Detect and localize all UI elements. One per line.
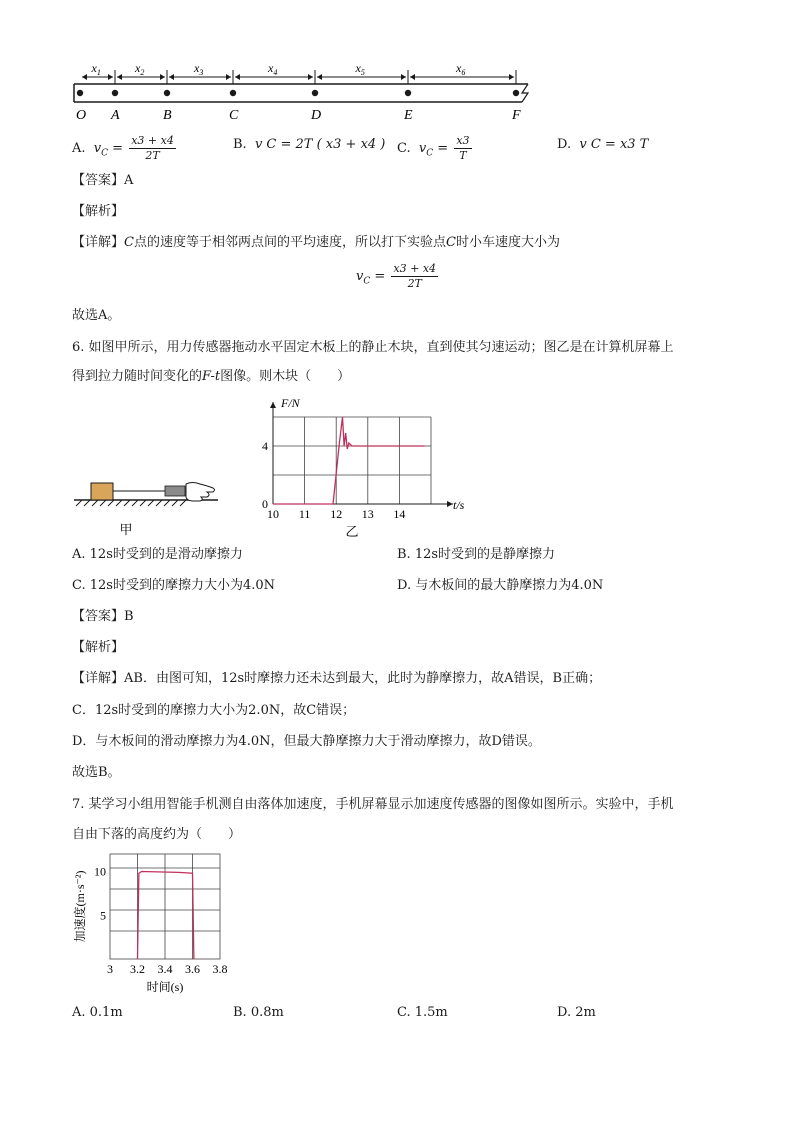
tape-arrow-left — [317, 74, 322, 80]
tape-segment-label-x3: $x_3$ — [194, 61, 204, 77]
tape-dot-D — [312, 90, 318, 96]
tape-dot-O — [77, 90, 83, 96]
tape-segment-label-x4: $x_4$ — [268, 61, 278, 77]
ft-grid — [273, 417, 431, 504]
acc-y-tick-label: 10 — [94, 864, 106, 879]
q6-stem-line-1: 6. 如图甲所示，用力传感器拖动水平固定木板上的静止木块，直到使其匀速运动；图乙是在计算机屏幕上 — [72, 340, 674, 355]
q7-option-a: A. 0.1m — [72, 1005, 123, 1020]
ft-x-tick-label: 13 — [361, 507, 374, 521]
q5-formula: $v_C$ = $\frac{x3 + x4}{2T}$ — [356, 262, 437, 290]
acc-grid — [110, 854, 220, 959]
q5-option-b-expr: v C = 2T ( x3 + x4 ) — [254, 137, 386, 152]
q5-option-c-numerator: x3 — [456, 134, 470, 147]
q6-option-a: A. 12s时受到的是滑动摩擦力 — [72, 547, 243, 562]
q6-option-b: B. 12s时受到的是静摩擦力 — [397, 547, 556, 562]
acc-x-tick-label: 3.4 — [157, 962, 173, 976]
q5-formula-numerator: x3 + x4 — [393, 262, 437, 275]
acc-x-tick-label: 3.6 — [185, 962, 200, 976]
q5-option-c-denominator: T — [459, 149, 467, 162]
tape-arrow-left — [82, 74, 87, 80]
q5-option-a-numerator: x3 + x4 — [131, 134, 174, 147]
q5-analysis-label: 【解析】 — [72, 204, 125, 219]
tape-point-label-E: E — [404, 108, 413, 123]
q6-option-c: C. 12s时受到的摩擦力大小为4.0N — [72, 578, 276, 593]
q5-conclusion: 故选A。 — [72, 308, 121, 323]
q6-stem-line-2: 得到拉力随时间变化的F-t图像。则木块（ ） — [72, 369, 351, 384]
tape-dot-A — [112, 90, 118, 96]
tape-arrow-left — [235, 74, 240, 80]
ft-x-tick-label: 12 — [330, 507, 343, 521]
ft-series-line — [273, 417, 425, 504]
acc-y-axis-label: 加速度(m·s⁻²) — [73, 870, 87, 943]
ft-y-tick-label: 0 — [262, 497, 268, 511]
q5-option-b: B. v C = 2T ( x3 + x4 ) — [233, 137, 386, 152]
tape-segment-label-x5: $x_5$ — [355, 61, 365, 77]
acceleration-chart — [0, 848, 794, 998]
q5-option-a: A. $v_C$ = $\frac{x3 + x4}{2T}$ — [72, 134, 174, 162]
tape-arrow-left — [169, 74, 174, 80]
tape-segment-label-x2: $x_2$ — [135, 61, 145, 77]
q5-option-d: D. v C = x3 T — [557, 137, 649, 152]
tape-arrow-right — [509, 74, 514, 80]
tape-point-label-A: A — [111, 108, 120, 123]
tape-dot-B — [164, 90, 170, 96]
ft-x-axis-label: t/s — [453, 498, 465, 512]
ft-chart — [0, 392, 794, 542]
q5-answer: 【答案】A — [72, 173, 134, 188]
ticker-tape-diagram — [0, 0, 794, 130]
tape-dot-E — [405, 90, 411, 96]
tape-point-label-C: C — [229, 108, 239, 123]
tape-arrow-left — [410, 74, 415, 80]
acc-x-axis-label: 时间(s) — [146, 980, 184, 994]
q6-conclusion: 故选B。 — [72, 765, 121, 780]
ft-y-axis-label: F/N — [281, 396, 300, 410]
q7-stem-line-2: 自由下落的高度约为（ ） — [72, 827, 242, 842]
q6-answer: 【答案】B — [72, 609, 134, 624]
tape-segment-label-x6: $x_6$ — [456, 61, 466, 77]
ft-y-tick-label: 4 — [262, 439, 268, 453]
tape-arrow-left — [117, 74, 122, 80]
ft-chart-title: 乙 — [345, 524, 359, 539]
tape-strip — [74, 84, 528, 102]
q5-formula-denominator: 2T — [407, 277, 422, 290]
q6-analysis-label: 【解析】 — [72, 640, 125, 655]
tape-arrow-right — [108, 74, 113, 80]
tape-arrow-right — [308, 74, 313, 80]
tape-arrow-right — [401, 74, 406, 80]
tape-dot-F — [513, 90, 519, 96]
ft-x-tick-label: 11 — [298, 507, 311, 521]
tape-dot-C — [230, 90, 236, 96]
q5-option-d-expr: v C = x3 T — [579, 137, 649, 152]
tape-segment-label-x1: $x_1$ — [91, 61, 101, 77]
q7-option-d: D. 2m — [557, 1005, 596, 1020]
acc-y-tick-label: 5 — [100, 908, 106, 923]
tape-arrow-right — [226, 74, 231, 80]
q5-option-a-denominator: 2T — [145, 149, 160, 162]
tape-point-label-O: O — [76, 108, 87, 123]
q7-option-c: C. 1.5m — [397, 1005, 448, 1020]
tape-point-label-F: F — [512, 108, 521, 123]
tape-point-label-D: D — [311, 108, 322, 123]
q7-option-b: B. 0.8m — [233, 1005, 284, 1020]
label-jia: 甲 — [119, 522, 133, 537]
acc-x-tick-label: 3.8 — [212, 962, 228, 976]
q6-detail-3: D．与木板间的滑动摩擦力为4.0N，但最大静摩擦力大于滑动摩擦力，故D错误。 — [72, 734, 541, 749]
ft-y-arrow — [270, 402, 276, 408]
q5-detail: 【详解】C点的速度等于相邻两点间的平均速度，所以打下实验点C时小车速度大小为 — [72, 235, 560, 250]
q5-option-c: C. $v_C$ = $\frac{x3}{T}$ — [397, 134, 470, 162]
acc-series-line — [138, 872, 194, 960]
tape-arrow-right — [160, 74, 165, 80]
ft-x-tick-label: 10 — [267, 507, 279, 521]
q7-stem-line-1: 7. 某学习小组用智能手机测自由落体加速度，手机屏幕显示加速度传感器的图像如图所示。实验中，手机 — [72, 797, 674, 812]
q6-option-d: D. 与木板间的最大静摩擦力为4.0N — [397, 578, 604, 593]
acc-x-tick-label: 3.2 — [130, 962, 145, 976]
tape-point-label-B: B — [163, 108, 172, 123]
acc-x-tick-label: 3 — [107, 962, 113, 976]
q6-detail-2: C．12s时受到的摩擦力大小为2.0N，故C错误； — [72, 703, 356, 718]
q6-detail-1: 【详解】AB．由图可知，12s时摩擦力还未达到最大，此时为静摩擦力，故A错误，B正确； — [72, 671, 602, 686]
ft-x-tick-label: 14 — [393, 507, 406, 521]
